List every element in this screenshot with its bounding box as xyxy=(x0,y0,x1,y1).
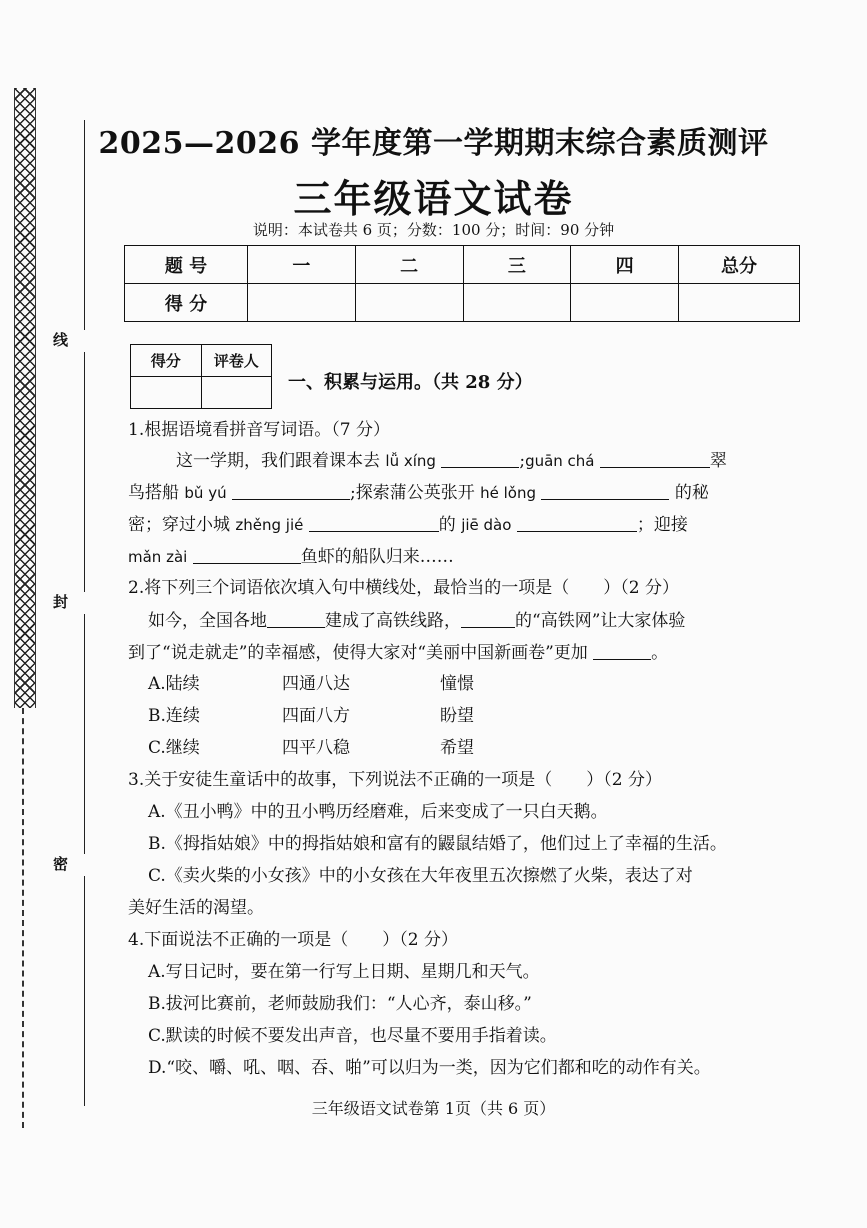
answer-blank[interactable] xyxy=(193,548,301,564)
question-line: 密；穿过小城 zhěng jié 的 jiē dào ；迎接 xyxy=(128,515,688,535)
question-line: mǎn zài 鱼虾的船队归来…… xyxy=(128,547,454,567)
page-footer: 三年级语文试卷第 1页（共 6 页） xyxy=(311,1099,556,1118)
grader-table xyxy=(130,344,272,409)
answer-blank[interactable] xyxy=(593,644,651,660)
pinyin-prompt: bǔ yú xyxy=(184,484,227,502)
answer-blank[interactable] xyxy=(600,452,710,468)
choice-option[interactable]: C.默读的时候不要发出声音，也尽量不要用手指着读。 xyxy=(148,1026,557,1046)
binding-rule xyxy=(84,614,85,854)
binding-dashed-line xyxy=(22,708,24,1128)
binding-mark-line: 线 xyxy=(51,332,69,347)
section-title: 一、积累与运用。（共 28 分） xyxy=(288,372,533,393)
score-header-cell: 二 xyxy=(355,246,463,284)
answer-blank[interactable] xyxy=(541,484,669,500)
binding-mark-seal: 封 xyxy=(51,594,69,609)
exam-subtitle: 三年级语文试卷 xyxy=(293,176,574,221)
score-table-score-row xyxy=(125,284,800,322)
binding-mark-seal2: 密 xyxy=(51,856,69,871)
answer-blank[interactable] xyxy=(232,484,350,500)
choice-option[interactable]: B.拔河比赛前，老师鼓励我们：“人心齐，泰山移。” xyxy=(148,994,532,1014)
grader-score-cell[interactable] xyxy=(131,377,202,409)
score-table-header-row xyxy=(125,246,800,284)
pinyin-prompt: mǎn zài xyxy=(128,548,188,566)
answer-blank[interactable] xyxy=(309,516,439,532)
score-table xyxy=(124,245,800,322)
score-cell[interactable] xyxy=(355,284,463,322)
question-line: 这一学期，我们跟着课本去 lǚ xíng ;guān chá 翠 xyxy=(176,451,727,471)
question-stem: 2.将下列三个词语依次填入句中横线处，最恰当的一项是（ ）（2 分） xyxy=(128,578,679,598)
grader-name-label: 评卷人 xyxy=(201,345,272,377)
answer-blank[interactable] xyxy=(461,612,515,628)
pinyin-prompt: zhěng jié xyxy=(235,516,304,534)
grader-name-cell[interactable] xyxy=(201,377,272,409)
pinyin-prompt: hé lǒng xyxy=(480,484,537,502)
choice-option[interactable]: D.“咬、嚼、吼、咽、吞、啪”可以归为一类，因为它们都和吃的动作有关。 xyxy=(148,1058,711,1078)
question-stem: 1.根据语境看拼音写词语。（7 分） xyxy=(128,420,390,440)
pinyin-prompt: lǚ xíng xyxy=(385,452,436,470)
question-line: 到了“说走就走”的幸福感，使得大家对“美丽中国新画卷”更加 。 xyxy=(128,643,669,663)
score-cell[interactable] xyxy=(571,284,679,322)
choice-option[interactable]: C.《卖火柴的小女孩》中的小女孩在大年夜里五次擦燃了火柴，表达了对 xyxy=(148,866,693,886)
exam-title: 2025—2026 学年度第一学期期末综合素质测评 xyxy=(98,126,769,161)
score-cell[interactable] xyxy=(463,284,571,322)
answer-blank[interactable] xyxy=(441,452,519,468)
score-row-label: 得 分 xyxy=(125,284,248,322)
grader-score-label: 得分 xyxy=(131,345,202,377)
score-header-cell: 三 xyxy=(463,246,571,284)
score-header-cell: 题 号 xyxy=(125,246,248,284)
question-line: 如今，全国各地 建成了高铁线路， 的“高铁网”让大家体验 xyxy=(148,611,686,631)
score-header-cell: 四 xyxy=(571,246,679,284)
score-header-cell: 一 xyxy=(248,246,356,284)
score-cell[interactable] xyxy=(679,284,800,322)
pinyin-prompt: jiē dào xyxy=(461,516,512,534)
question-stem: 4.下面说法不正确的一项是（ ）（2 分） xyxy=(128,930,458,950)
exam-instructions: 说明：本试卷共 6 页；分数：100 分；时间：90 分钟 xyxy=(252,221,615,239)
score-cell[interactable] xyxy=(248,284,356,322)
pinyin-prompt: guān chá xyxy=(525,452,595,470)
answer-blank[interactable] xyxy=(517,516,637,532)
choice-option-continuation: 美好生活的渴望。 xyxy=(128,898,264,918)
question-line: 鸟搭船 bǔ yú ;探索蒲公英张开 hé lǒng 的秘 xyxy=(128,483,709,503)
question-stem: 3.关于安徒生童话中的故事，下列说法不正确的一项是（ ）（2 分） xyxy=(128,770,662,790)
binding-rule xyxy=(84,876,85,1106)
choice-option[interactable]: A.写日记时，要在第一行写上日期、星期几和天气。 xyxy=(148,962,540,982)
choice-option[interactable]: B.《拇指姑娘》中的拇指姑娘和富有的鼹鼠结婚了，他们过上了幸福的生活。 xyxy=(148,834,727,854)
exam-page: 线 封 密 2025—2026 学年度第一学期期末综合素质测评 三年级语文试卷 说明：本试卷共 6 页；分数：100 分；时间：90 分钟 题 号 一 二 三 四 总分 得 分 得分 评卷人 一、积累与运用。（共 28 分） 1.根据语境看拼音写词语。（7 分） 这一学期，我们跟着课本去 lǚ xíng ;guān chá 翠 鸟搭船 bǔ yú ;探索蒲公英张开 hé lǒng 的秘 密；穿过小城 zhěng jié 的 jiē dào ；迎接 mǎn zài 鱼虾的船队归来…… 2.将下列三个词语依次填入句中横线处，最恰当的一项是（ ）（2 分） 如今，全国各地 建成了高铁线路， 的“高铁网”让大家体验 到了“说走就走”的幸福感，使得大家对“美丽中国新画卷”更加 。 A.陆续 四通八达 憧憬 B.连续 四面八方 盼望 C.继续 四平八稳 希望 3.关于安徒生童话中的故事，下列说法不正确的一项是（ ）（2 分） A.《丑小鸭》中的丑小鸭历经磨难，后来变成了一只白天鹅。 B.《拇指姑娘》中的拇指姑娘和富有的鼹鼠结婚了，他们过上了幸福的生活。 C.《卖火柴的小女孩》中的小女孩在大年夜里五次擦燃了火柴，表达了对 美好生活的渴望。 4.下面说法不正确的一项是（ ）（2 分） A.写日记时，要在第一行写上日期、星期几和天气。 B.拔河比赛前，老师鼓励我们：“人心齐，泰山移。” C.默读的时候不要发出声音，也尽量不要用手指着读。 D.“咬、嚼、吼、咽、吞、啪”可以归为一类，因为它们都和吃的动作有关。 三年级语文试卷第 1页（共 6 页） xyxy=(0,0,867,1228)
score-header-cell: 总分 xyxy=(679,246,800,284)
answer-blank[interactable] xyxy=(267,612,325,628)
binding-rule xyxy=(84,352,85,592)
choice-option[interactable]: A.《丑小鸭》中的丑小鸭历经磨难，后来变成了一只白天鹅。 xyxy=(148,802,608,822)
